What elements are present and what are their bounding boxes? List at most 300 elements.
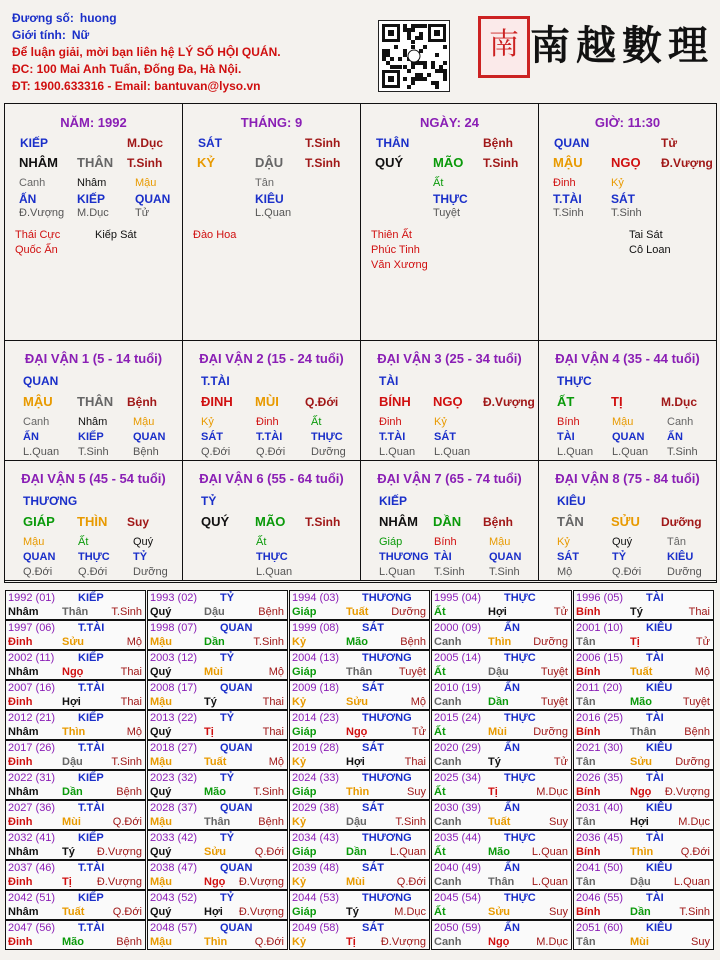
year-stem: Canh: [434, 816, 462, 828]
year-god: QUAN: [220, 742, 253, 754]
year-stem: Bính: [576, 846, 601, 858]
dai-van-stem: NHÂM: [379, 514, 418, 529]
year-god: KIÊU: [646, 742, 673, 754]
dai-van-title: ĐẠI VẬN 8 (75 - 84 tuổi): [555, 471, 700, 486]
year-star: T.Sinh: [679, 906, 710, 918]
dai-van-god: KIÊU: [557, 494, 586, 508]
pillar-stem: QUÝ: [375, 155, 404, 170]
year-label: 2049 (58): [292, 922, 340, 934]
pillar-hidden: KIẾP: [77, 192, 106, 206]
year-branch: Hợi: [204, 906, 223, 918]
year-stem: Đinh: [8, 816, 33, 828]
year-branch: Dậu: [630, 876, 651, 888]
year-branch: Sửu: [630, 756, 653, 768]
year-god: T.TÀI: [78, 802, 105, 814]
pillar-cell: [361, 103, 539, 341]
year-stem: Ất: [434, 606, 446, 618]
dai-van-hidden: THỰC: [311, 431, 343, 443]
year-label: 2050 (59): [434, 922, 482, 934]
year-star: Thai: [688, 606, 710, 618]
year-god: T.TÀI: [78, 682, 105, 694]
year-star: Q.Đới: [680, 846, 710, 858]
year-star: Bệnh: [116, 786, 142, 798]
header-label: ĐC: 100 Mai Anh Tuấn, Đống Đa, Hà Nội.: [12, 62, 242, 76]
year-stem: Giáp: [292, 906, 317, 918]
logo-text: 南越數理: [530, 22, 714, 69]
pillar-hidden: Canh: [19, 177, 46, 189]
year-branch: Hợi: [488, 606, 507, 618]
year-stem: Mậu: [150, 876, 172, 888]
year-label: 1997 (06): [8, 622, 56, 634]
year-stem: Canh: [434, 636, 462, 648]
year-star: Q.Đới: [396, 876, 426, 888]
year-label: 2032 (41): [8, 832, 56, 844]
year-branch: Tý: [488, 756, 501, 768]
year-cell: [147, 830, 288, 860]
header-line: [12, 10, 281, 27]
dai-van-hidden: T.Sinh: [78, 446, 109, 458]
year-stem: Ất: [434, 906, 446, 918]
year-god: QUAN: [220, 862, 253, 874]
year-label: 2014 (23): [292, 712, 340, 724]
pillar-extra2: Cô Loan: [629, 244, 671, 256]
year-cell: [5, 650, 146, 680]
year-god: KIẾP: [78, 832, 104, 844]
year-god: TÀI: [646, 832, 664, 844]
pillar-hidden: QUAN: [135, 192, 171, 206]
year-stem: Quý: [150, 846, 172, 858]
pillar-god: QUAN: [554, 136, 590, 150]
dai-van-branch: SỬU: [611, 514, 640, 529]
year-cell: [573, 800, 714, 830]
year-branch: Ngọ: [62, 666, 84, 678]
pillar-god: M.Dục: [127, 136, 163, 150]
year-god: THƯƠNG: [362, 652, 412, 664]
year-branch: Thìn: [204, 936, 228, 948]
dai-van-hidden: Canh: [667, 416, 694, 428]
year-cell: [147, 710, 288, 740]
year-star: Dưỡng: [533, 636, 568, 648]
year-cell: [5, 740, 146, 770]
year-label: 2016 (25): [576, 712, 624, 724]
year-cell: [5, 920, 146, 950]
year-cell: [5, 800, 146, 830]
year-star: Dưỡng: [391, 606, 426, 618]
year-cell: [573, 830, 714, 860]
pillar-hidden: M.Dục: [77, 207, 109, 219]
pillar-god: T.Sinh: [305, 136, 341, 150]
header-label: ĐT: 1900.633316 - Email: bantuvan@lyso.vn: [12, 79, 261, 93]
year-star: L.Quan: [673, 876, 710, 888]
year-star: Dưỡng: [675, 756, 710, 768]
pillar-title: GIỜ: 11:30: [594, 115, 661, 130]
year-branch: Sửu: [204, 846, 227, 858]
year-branch: Tị: [630, 636, 640, 648]
year-stem: Ất: [434, 846, 446, 858]
year-god: KIÊU: [646, 802, 673, 814]
header-label: Đương số:: [12, 11, 74, 25]
year-stem: Quý: [150, 786, 172, 798]
dai-van-hidden: Q.Đới: [201, 446, 231, 458]
year-branch: Ngọ: [346, 726, 368, 738]
pillar-title: THÁNG: 9: [240, 115, 303, 130]
year-god: TỶ: [220, 772, 235, 784]
year-star: Đ.Vượng: [238, 876, 284, 888]
pillar-hidden: T.Sinh: [611, 207, 642, 219]
dai-van-hidden: THỰC: [256, 551, 288, 563]
year-god: ẤN: [504, 622, 520, 634]
year-label: 2008 (17): [150, 682, 198, 694]
pillar-extra: Văn Xương: [371, 259, 428, 271]
year-branch: Mão: [204, 786, 226, 798]
year-star: Thai: [120, 666, 142, 678]
year-label: 2039 (48): [292, 862, 340, 874]
year-god: TÀI: [646, 652, 664, 664]
year-star: Đ.Vượng: [96, 876, 142, 888]
year-branch: Mùi: [488, 726, 507, 738]
year-label: 2051 (60): [576, 922, 624, 934]
year-god: TỶ: [220, 712, 235, 724]
year-label: 2042 (51): [8, 892, 56, 904]
dai-van-cell: [361, 341, 539, 461]
year-god: QUAN: [220, 622, 253, 634]
dai-van-hidden: Ất: [311, 416, 322, 428]
year-branch: Ngọ: [630, 786, 652, 798]
year-branch: Sửu: [62, 636, 85, 648]
year-cell: [573, 590, 714, 620]
pillar-branch-star: T.Sinh: [305, 156, 341, 170]
year-star: Tử: [553, 756, 568, 768]
dai-van-hidden: Dưỡng: [667, 566, 702, 578]
year-cell: [573, 890, 714, 920]
year-label: 2038 (47): [150, 862, 198, 874]
year-star: Thai: [120, 696, 142, 708]
year-branch: Mão: [488, 846, 510, 858]
year-label: 2019 (28): [292, 742, 340, 754]
year-star: T.Sinh: [111, 756, 142, 768]
pillar-branch: MÃO: [433, 155, 464, 170]
year-label: 2046 (55): [576, 892, 624, 904]
year-branch: Dậu: [346, 816, 367, 828]
dai-van-hidden: Mộ: [557, 566, 573, 578]
year-branch: Thìn: [630, 846, 654, 858]
year-stem: Tân: [576, 816, 596, 828]
year-star: Mộ: [410, 696, 426, 708]
year-star: Đ.Vượng: [238, 906, 284, 918]
year-star: Mộ: [126, 636, 142, 648]
year-label: 2017 (26): [8, 742, 56, 754]
year-stem: Kỷ: [292, 756, 307, 768]
year-cell: [289, 890, 430, 920]
year-label: 2028 (37): [150, 802, 198, 814]
year-cell: [431, 920, 572, 950]
pillar-hidden: Ất: [433, 177, 444, 189]
year-god: TỶ: [220, 652, 235, 664]
year-star: Suy: [407, 786, 426, 798]
dai-van-hidden: L.Quan: [379, 446, 416, 458]
header-line: [12, 44, 281, 61]
year-stem: Tân: [576, 936, 596, 948]
dai-van-hidden: Đinh: [379, 416, 402, 428]
year-god: QUAN: [220, 802, 253, 814]
dai-van-cell: [5, 461, 183, 581]
dai-van-hidden: TÀI: [557, 431, 575, 443]
year-god: THỰC: [504, 832, 536, 844]
year-stem: Tân: [576, 636, 596, 648]
year-god: SÁT: [362, 922, 384, 934]
year-cell: [573, 710, 714, 740]
year-star: Mộ: [694, 666, 710, 678]
dai-van-title: ĐẠI VẬN 7 (65 - 74 tuổi): [377, 471, 522, 486]
dai-van-cell: [539, 341, 717, 461]
year-label: 1996 (05): [576, 592, 624, 604]
year-god: THỰC: [504, 892, 536, 904]
dai-van-hidden: Mậu: [612, 416, 634, 428]
year-stem: Ất: [434, 726, 446, 738]
dai-van-hidden: L.Quan: [379, 566, 416, 578]
dai-van-god: THỰC: [557, 374, 592, 388]
year-god: T.TÀI: [78, 622, 105, 634]
pillar-branch-star: T.Sinh: [127, 156, 163, 170]
year-branch: Thìn: [488, 636, 512, 648]
dai-van-branch: NGỌ: [433, 394, 463, 409]
year-label: 2048 (57): [150, 922, 198, 934]
year-branch: Tị: [62, 876, 72, 888]
header-label: Giới tính:: [12, 28, 66, 42]
pillar-hidden: Đ.Vượng: [19, 207, 65, 219]
dai-van-hidden: Bính: [434, 536, 457, 548]
dai-van-star: M.Dục: [661, 395, 697, 409]
year-branch: Dậu: [204, 606, 225, 618]
year-cell: [147, 890, 288, 920]
pillar-extra: Quốc Ấn: [15, 244, 58, 256]
year-stem: Kỷ: [292, 636, 307, 648]
year-star: T.Sinh: [253, 786, 284, 798]
year-star: Mộ: [126, 726, 142, 738]
year-god: ẤN: [504, 922, 520, 934]
year-cell: [5, 770, 146, 800]
dai-van-stem: QUÝ: [201, 514, 230, 529]
dai-van-title: ĐẠI VẬN 6 (55 - 64 tuổi): [199, 471, 344, 486]
year-branch: Dậu: [62, 756, 83, 768]
year-star: Tử: [553, 606, 568, 618]
dai-van-cell: [183, 461, 361, 581]
dai-van-star: Bệnh: [483, 515, 513, 529]
year-label: 2026 (35): [576, 772, 624, 784]
year-stem: Quý: [150, 666, 172, 678]
dai-van-hidden: Mậu: [489, 536, 511, 548]
year-branch: Thân: [630, 726, 657, 738]
year-god: T.TÀI: [78, 742, 105, 754]
year-stem: Quý: [150, 906, 172, 918]
year-label: 2035 (44): [434, 832, 482, 844]
header-label: Để luận giải, mời bạn liên hệ LÝ SỐ HỘI QUÁN.: [12, 45, 281, 59]
dai-van-hidden: T.TÀI: [379, 431, 406, 443]
year-branch: Mùi: [62, 816, 81, 828]
year-cell: [289, 800, 430, 830]
dai-van-hidden: Kỷ: [434, 416, 447, 428]
year-god: SÁT: [362, 742, 384, 754]
year-cell: [289, 920, 430, 950]
year-cell: [289, 860, 430, 890]
year-cell: [289, 740, 430, 770]
pillar-hidden: ẤN: [19, 192, 37, 206]
dai-van-hidden: T.Sinh: [667, 446, 698, 458]
dai-van-title: ĐẠI VẬN 1 (5 - 14 tuổi): [24, 351, 163, 366]
dai-van-title: ĐẠI VẬN 2 (15 - 24 tuổi): [199, 351, 344, 366]
year-cell: [431, 710, 572, 740]
year-stem: Kỷ: [292, 876, 307, 888]
year-cell: [573, 620, 714, 650]
year-stem: Giáp: [292, 786, 317, 798]
pillar-god: Tử: [661, 136, 678, 150]
dai-van-cell: [361, 461, 539, 581]
year-god: KIÊU: [646, 682, 673, 694]
dai-van-hidden: Canh: [23, 416, 50, 428]
dai-van-hidden: L.Quan: [557, 446, 594, 458]
header-value: huong: [79, 11, 117, 25]
dai-van-title: ĐẠI VẬN 4 (35 - 44 tuổi): [555, 351, 700, 366]
year-god: THƯƠNG: [362, 592, 412, 604]
year-cell: [5, 860, 146, 890]
dai-van-cell: [5, 341, 183, 461]
year-label: 2024 (33): [292, 772, 340, 784]
year-star: M.Dục: [536, 936, 568, 948]
year-label: 1994 (03): [292, 592, 340, 604]
header-line: [12, 27, 281, 44]
pillar-god: Bệnh: [483, 136, 513, 150]
pillar-hidden: T.TÀI: [553, 192, 582, 206]
dai-van-hidden: QUAN: [612, 431, 645, 443]
pillar-cell: [183, 103, 361, 341]
year-stem: Nhâm: [8, 846, 39, 858]
year-branch: Mão: [346, 636, 368, 648]
dai-van-god: T.TÀI: [201, 374, 230, 388]
dai-van-stem: ĐINH: [201, 394, 233, 409]
year-god: TỶ: [220, 592, 235, 604]
year-cell: [289, 620, 430, 650]
dai-van-cell: [539, 461, 717, 581]
year-god: QUAN: [220, 682, 253, 694]
header-line: [12, 78, 281, 95]
year-god: ẤN: [504, 802, 520, 814]
year-cell: [573, 740, 714, 770]
year-star: Bệnh: [258, 816, 284, 828]
dai-van-star: Đ.Vượng: [483, 395, 535, 409]
year-stem: Quý: [150, 606, 172, 618]
year-god: THỰC: [504, 592, 536, 604]
pillar-branch-star: Đ.Vượng: [661, 156, 713, 170]
year-label: 1995 (04): [434, 592, 482, 604]
year-branch: Thân: [204, 816, 231, 828]
pillar-branch: DẬU: [255, 155, 284, 170]
year-cell: [289, 680, 430, 710]
pillar-hidden: Tân: [255, 177, 274, 189]
pillar-cell: [5, 103, 183, 341]
pillar-extra: Thái Cực: [15, 229, 61, 241]
dai-van-hidden: Ất: [78, 536, 89, 548]
pillar-hidden: KIÊU: [255, 192, 284, 206]
year-god: TÀI: [646, 592, 664, 604]
year-star: Bệnh: [400, 636, 426, 648]
header-value: Nữ: [71, 28, 90, 42]
year-stem: Kỷ: [292, 696, 307, 708]
dai-van-hidden: TỶ: [612, 551, 627, 563]
year-cell: [5, 680, 146, 710]
year-stem: Đinh: [8, 876, 33, 888]
year-stem: Mậu: [150, 636, 172, 648]
year-god: TÀI: [646, 712, 664, 724]
year-stem: Ất: [434, 786, 446, 798]
dai-van-hidden: Quý: [133, 536, 154, 548]
year-label: 2021 (30): [576, 742, 624, 754]
year-branch: Tuất: [62, 906, 85, 918]
dai-van-hidden: Quý: [612, 536, 633, 548]
dai-van-hidden: Nhâm: [78, 416, 108, 428]
year-cell: [573, 860, 714, 890]
year-star: Q.Đới: [112, 816, 142, 828]
year-star: Mộ: [268, 666, 284, 678]
year-star: T.Sinh: [395, 816, 426, 828]
pillar-title: NĂM: 1992: [60, 115, 127, 130]
year-branch: Tị: [488, 786, 498, 798]
year-cell: [431, 680, 572, 710]
year-branch: Mão: [630, 696, 652, 708]
pillar-hidden: Đinh: [553, 177, 576, 189]
year-god: THỰC: [504, 652, 536, 664]
dai-van-branch: THÂN: [77, 394, 114, 409]
year-label: 2010 (19): [434, 682, 482, 694]
year-label: 2031 (40): [576, 802, 624, 814]
year-cell: [431, 890, 572, 920]
year-stem: Quý: [150, 726, 172, 738]
year-cell: [5, 620, 146, 650]
year-god: KIẾP: [78, 652, 104, 664]
dai-van-hidden: Ất: [256, 536, 267, 548]
year-cell: [573, 770, 714, 800]
year-branch: Dần: [62, 786, 83, 798]
year-star: Tử: [411, 726, 426, 738]
year-cell: [289, 650, 430, 680]
year-god: T.TÀI: [78, 862, 105, 874]
dai-van-hidden: Kỷ: [557, 536, 570, 548]
year-god: SÁT: [362, 802, 384, 814]
year-branch: Dậu: [488, 666, 509, 678]
year-cell: [147, 650, 288, 680]
year-god: SÁT: [362, 862, 384, 874]
year-star: Bệnh: [116, 936, 142, 948]
year-label: 2004 (13): [292, 652, 340, 664]
year-label: 2029 (38): [292, 802, 340, 814]
year-god: KIÊU: [646, 922, 673, 934]
dai-van-star: T.Sinh: [305, 515, 341, 529]
year-branch: Mùi: [346, 876, 365, 888]
year-cell: [431, 830, 572, 860]
pillar-hidden: SÁT: [611, 192, 635, 206]
dai-van-hidden: Tân: [667, 536, 686, 548]
year-label: 2033 (42): [150, 832, 198, 844]
pillar-god: SÁT: [198, 136, 222, 150]
dai-van-hidden: Q.Đới: [612, 566, 642, 578]
red-seal: 南: [478, 16, 530, 78]
year-star: Suy: [549, 816, 568, 828]
year-cell: [147, 860, 288, 890]
year-god: THỰC: [504, 712, 536, 724]
dai-van-hidden: KIÊU: [667, 551, 694, 563]
year-star: L.Quan: [389, 846, 426, 858]
dai-van-hidden: Giáp: [379, 536, 403, 548]
year-god: KIẾP: [78, 712, 104, 724]
